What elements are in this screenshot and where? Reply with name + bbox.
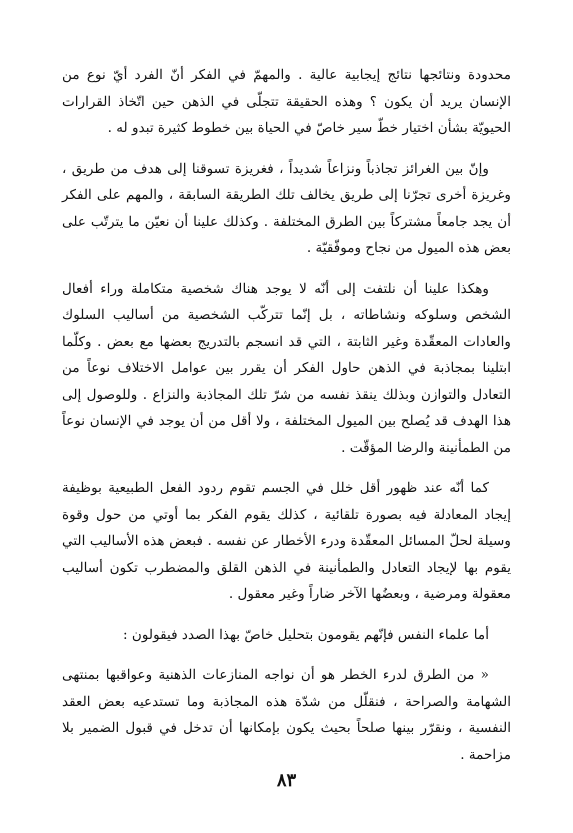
paragraph-spacer	[62, 648, 511, 662]
paragraph-spacer	[62, 608, 511, 622]
paragraph-3: وهكذا علينا أن نلتفت إلى أنّه لا يوجد هناك شخصية متكاملة وراء أفعال الشخص وسلوكه ونشاطاته ، بل إنّما تتركّب الشخصية من أساليب السلوك والعادات المعقّدة وغير الثابتة ، التي قد انسجم بالتدريج بعضها مع بعض . وكلّما ابتلينا بمجاذبة في الذهن حاول الفكر أن يقرر بين عوامل الاختلاف نوعاً من التعادل والتوازن وبذلك ينقذ نفسه من شرّ تلك المجاذبة والنزاع . وللوصول إلى هذا الهدف قد يُصلح بين الميول المختلفة ، ولا أقل من أن يوجد في الإنسان نوعاً من الطمأنينة والرضا المؤقّت .	[62, 280, 511, 456]
paragraph-spacer	[62, 262, 511, 276]
paragraph-spacer	[62, 461, 511, 475]
paragraph-spacer	[62, 142, 511, 156]
paragraph-6-quote: « من الطرق لدرء الخطر هو أن نواجه المنازعات الذهنية وعواقبها بمنتهى الشهامة والصراحة ، فنقلّل من شدّة هذه المجاذبة وما تستدعيه بعض العقد النفسية ، ونقرّر بينها صلحاً بحيث يكون بإمكانها أن تدخل في قبول الضمير بلا مزاحمة .	[62, 667, 511, 763]
page-number: ٨٣	[276, 770, 297, 791]
paragraph-5: أما علماء النفس فإنّهم يقومون بتحليل خاصّ بهذا الصدد فيقولون :	[123, 626, 489, 643]
paragraph-4: كما أنّه عند ظهور أقل خلل في الجسم تقوم ردود الفعل الطبيعية بوظيفة إيجاد المعادلة فيه بصورة تلقائية ، كذلك يقوم الفكر بما أوتي من حول وقوة وسيلة لحلّ المسائل المعقّدة ودرء الأخطار عن نفسه . فبعض هذه الأساليب التي يقوم بها لإيجاد التعادل والطمأنينة في الذهن القلق والمضطرب تكون أساليب معقولة ومرضية ، وبعضُها الآخر ضاراً وغير معقول .	[62, 480, 511, 602]
paragraph-2: وإنّ بين الغرائز تجاذباً ونزاعاً شديداً ، فغريزة تسوقنا إلى هدف من طريق ، وغريزة أخرى تجرّنا إلى طريق يخالف تلك الطريقة السابقة ، والمهم على الفكر أن يجد جامعاً مشتركاً بين الطرق المختلفة . وكذلك علينا أن نعيّن ما يترتّب على بعض هذه الميول من نجاح وموفّقيّة .	[62, 160, 511, 256]
paragraph-1: محدودة ونتائجها نتائج إيجابية عالية . والمهمّ في الفكر أنّ الفرد أيّ نوع من الإنسان يريد أن يكون ؟ وهذه الحقيقة تتجلّى في الذهن حين اتّخاذ القرارات الحيويّة بشأن اختيار خطّ سير خاصّ في الحياة بين خطوط كثيرة تبدو له .	[62, 67, 511, 136]
